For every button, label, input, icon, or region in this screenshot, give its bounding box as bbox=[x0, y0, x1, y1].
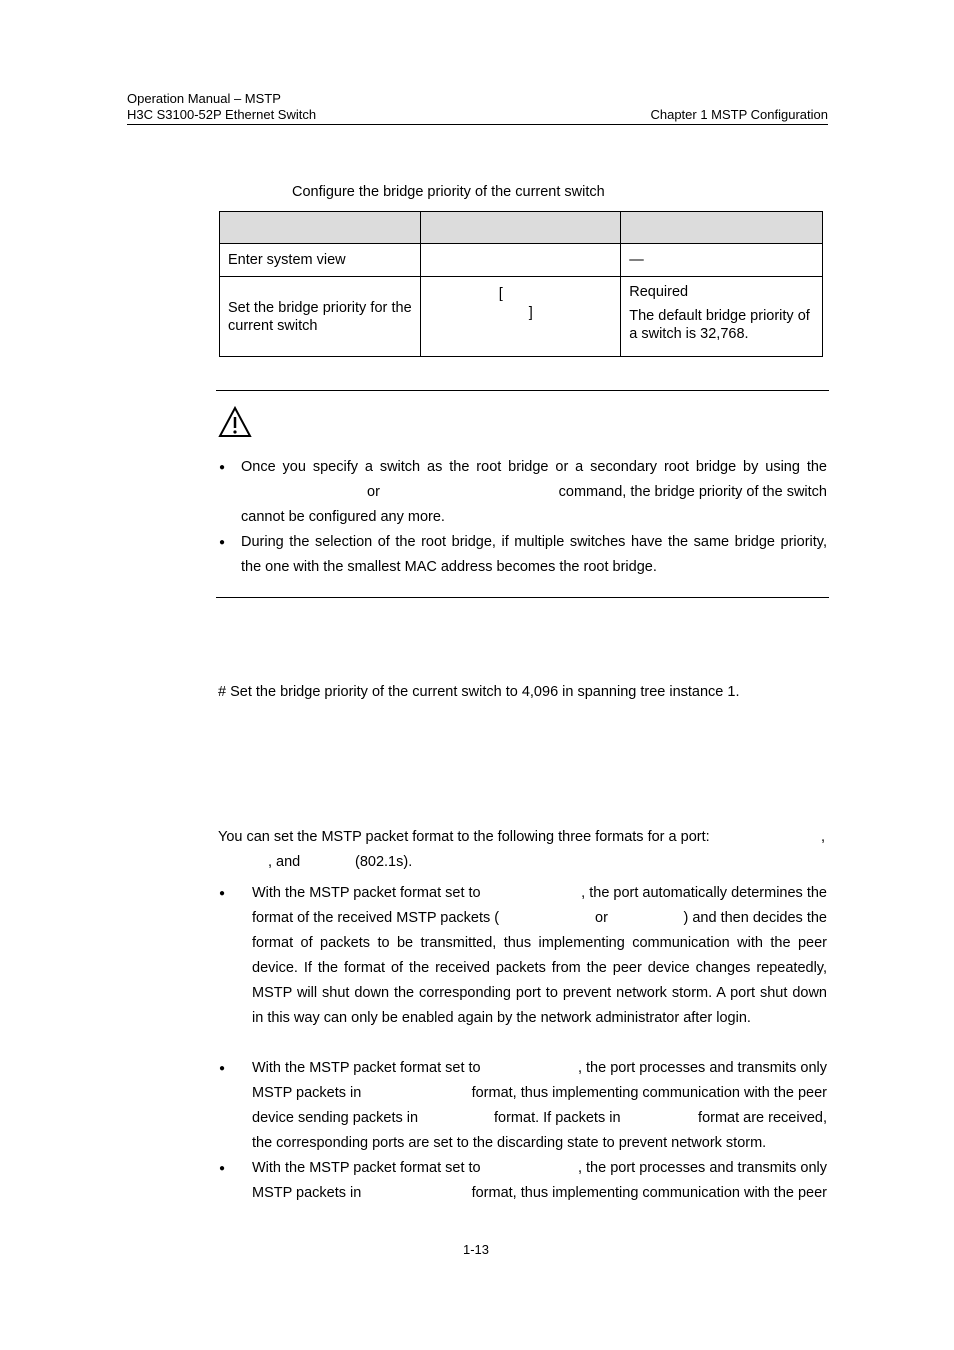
intro-dot1s: (802.1s). bbox=[355, 854, 413, 870]
intro-line1: You can set the MSTP packet format to the following three formats for a port: bbox=[218, 829, 710, 845]
b1-line1-b: , the port automatically determines the bbox=[581, 885, 827, 901]
bullet-dot: ● bbox=[219, 537, 226, 548]
cell-remarks: — bbox=[621, 244, 823, 277]
header-cell-command bbox=[420, 212, 621, 244]
b3-line1-a: With the MSTP packet format set to bbox=[252, 1160, 481, 1176]
bullet-dot: ● bbox=[219, 1063, 226, 1074]
b2-line2-b: format, thus implementing communication with the peer bbox=[471, 1085, 827, 1101]
command-bracket-close: ] bbox=[528, 305, 533, 321]
b2-line1-b: , the port processes and transmits only bbox=[577, 1060, 827, 1076]
b1-line2-c: ) and then decides the bbox=[683, 910, 827, 926]
cell-remarks bbox=[621, 277, 823, 357]
caution-b1-line1: Once you specify a switch as the root bridge or a secondary root bridge by using the bbox=[241, 459, 827, 475]
caution-top-rule bbox=[216, 390, 829, 391]
caution-bullet-1 bbox=[241, 455, 827, 530]
intro-comma: , bbox=[821, 829, 826, 845]
b2-line2-a: MSTP packets in bbox=[252, 1085, 362, 1101]
command-bracket-open: [ bbox=[498, 286, 503, 302]
bullet-dot: ● bbox=[219, 1163, 226, 1174]
table-caption: Configure the bridge priority of the current switch bbox=[292, 184, 605, 200]
caution-bullet-2: During the selection of the root bridge, if multiple switches have the same bridge priority, the one with the smallest MAC address becomes the root bridge. bbox=[241, 534, 827, 575]
b3-line2-b: format, thus implementing communication with the peer bbox=[471, 1185, 827, 1201]
table-header-row bbox=[220, 212, 823, 244]
bullet-dot: ● bbox=[219, 462, 226, 473]
b1-line2-b: or bbox=[595, 910, 608, 926]
b2-line4: the corresponding ports are set to the discarding state to prevent network storm. bbox=[252, 1135, 767, 1151]
caution-b1-or: or bbox=[367, 484, 380, 500]
config-table bbox=[219, 211, 823, 357]
table-row bbox=[220, 277, 823, 357]
cell-operation: Enter system view bbox=[220, 244, 421, 277]
cell-operation: Set the bridge priority for the current switch bbox=[220, 277, 421, 357]
header-cell-remarks bbox=[621, 212, 823, 244]
table-row bbox=[220, 244, 823, 277]
header-chapter: Chapter 1 MSTP Configuration bbox=[650, 107, 828, 122]
header-manual-title: Operation Manual – MSTP bbox=[127, 91, 281, 106]
b2-line3-a: device sending packets in bbox=[252, 1110, 419, 1126]
header-rule bbox=[127, 124, 828, 125]
caution-bottom-rule bbox=[216, 597, 829, 598]
warning-triangle-icon bbox=[218, 406, 252, 438]
caution-b1-mid: command, the bridge priority of the switch bbox=[558, 484, 827, 500]
bullet-dot: ● bbox=[219, 888, 226, 899]
cell-command bbox=[420, 277, 621, 357]
intro-and: , and bbox=[268, 854, 301, 870]
b2-line1-a: With the MSTP packet format set to bbox=[252, 1060, 481, 1076]
b3-line1-b: , the port processes and transmits only bbox=[577, 1160, 827, 1176]
header-product: H3C S3100-52P Ethernet Switch bbox=[127, 107, 317, 122]
b2-line3-b: format. If packets in bbox=[494, 1110, 621, 1126]
example-text: # Set the bridge priority of the current switch to 4,096 in spanning tree instance 1. bbox=[218, 684, 740, 700]
remarks-default: The default bridge priority of a switch is 32,768. bbox=[629, 308, 810, 342]
header-cell-operation bbox=[220, 212, 421, 244]
b3-line2-a: MSTP packets in bbox=[252, 1185, 362, 1201]
remarks-required: Required bbox=[629, 284, 689, 300]
caution-b1-tail: cannot be configured any more. bbox=[241, 509, 445, 525]
b1-line2-a: format of the received MSTP packets ( bbox=[252, 910, 500, 926]
b1-line1-a: With the MSTP packet format set to bbox=[252, 885, 481, 901]
b2-line3-c: format are received, bbox=[698, 1110, 827, 1126]
cell-command bbox=[420, 244, 621, 277]
b1-rest: format of packets to be transmitted, thus implementing communication with the peer device. If the format of the received packets from the peer device changes repeatedly, MSTP will shut down the corresponding port to prevent network storm. A port shut down in this way can only be enabled again by the network administrator after login. bbox=[252, 935, 827, 1026]
page-number: 1-13 bbox=[463, 1242, 490, 1257]
